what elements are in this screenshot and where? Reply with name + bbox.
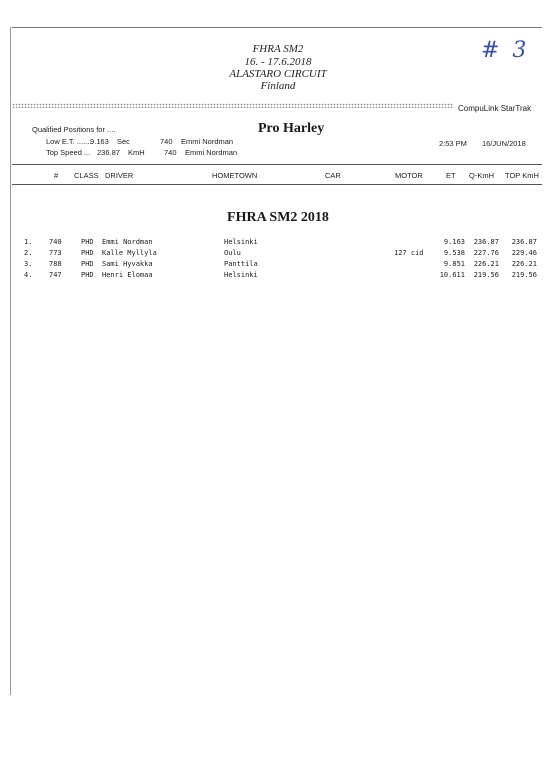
page-left-margin-line — [10, 27, 11, 695]
race-title: FHRA SM2 2018 — [227, 210, 329, 225]
result-driver: Sami Hyvakka — [102, 260, 153, 268]
result-hometown: Panttila — [224, 260, 258, 268]
result-row — [0, 270, 556, 281]
result-top-kmh: 226.21 — [511, 260, 537, 268]
result-class: PHD — [81, 238, 94, 246]
col-class: CLASS — [74, 171, 99, 180]
top-speed-value: 236.87 — [97, 148, 120, 157]
result-number: 740 — [49, 238, 62, 246]
result-hometown: Helsinki — [224, 238, 258, 246]
event-country: Finland — [260, 80, 296, 92]
result-row — [0, 237, 556, 248]
result-number: 788 — [49, 260, 62, 268]
top-speed-label: Top Speed ... — [46, 148, 91, 157]
page-top-rule — [12, 27, 542, 28]
event-circuit: ALASTARO CIRCUIT — [229, 68, 327, 80]
result-et: 9.538 — [443, 249, 465, 257]
low-et-value: 9.163 — [90, 137, 109, 146]
timing-system-label: CompuLink StarTrak — [458, 104, 532, 113]
col-et: ET — [446, 171, 456, 180]
dotted-separator — [12, 103, 454, 108]
result-driver: Kalle Myllyla — [102, 249, 157, 257]
result-position: 4. — [24, 271, 33, 279]
result-hometown: Oulu — [224, 249, 241, 257]
result-driver: Emmi Nordman — [102, 238, 153, 246]
result-row — [0, 248, 556, 259]
handwritten-page-mark: # 3 — [481, 38, 530, 63]
result-q-kmh: 236.87 — [473, 238, 499, 246]
result-et: 10.611 — [439, 271, 465, 279]
col-motor: MOTOR — [395, 171, 423, 180]
results-list — [0, 237, 556, 283]
col-q-kmh: Q-KmH — [469, 171, 494, 180]
col-top-kmh: TOP KmH — [505, 171, 539, 180]
result-driver: Henri Elomaa — [102, 271, 153, 279]
result-row — [0, 259, 556, 270]
top-speed-driver: Emmi Nordman — [185, 148, 238, 157]
header-rule-top — [12, 164, 542, 165]
result-class: PHD — [81, 271, 94, 279]
col-car: CAR — [325, 171, 341, 180]
result-q-kmh: 227.76 — [473, 249, 499, 257]
result-top-kmh: 229.46 — [511, 249, 537, 257]
col-hometown: HOMETOWN — [212, 171, 258, 180]
result-number: 773 — [49, 249, 62, 257]
result-top-kmh: 219.56 — [511, 271, 537, 279]
col-number: # — [54, 171, 59, 180]
result-class: PHD — [81, 249, 94, 257]
col-driver: DRIVER — [105, 171, 134, 180]
qualified-heading: Qualified Positions for .... — [32, 125, 116, 134]
result-number: 747 — [49, 271, 62, 279]
result-q-kmh: 219.56 — [473, 271, 499, 279]
report-date: 16/JUN/2018 — [482, 139, 526, 148]
event-dates: 16. - 17.6.2018 — [244, 56, 312, 68]
result-hometown: Helsinki — [224, 271, 258, 279]
result-et: 9.851 — [443, 260, 465, 268]
low-et-unit: Sec — [117, 137, 130, 146]
result-position: 2. — [24, 249, 33, 257]
report-time: 2:53 PM — [439, 139, 467, 148]
top-speed-number: 740 — [164, 148, 177, 157]
low-et-number: 740 — [160, 137, 173, 146]
class-name: Pro Harley — [258, 121, 325, 136]
result-top-kmh: 236.87 — [511, 238, 537, 246]
result-position: 3. — [24, 260, 33, 268]
event-title: FHRA SM2 — [252, 43, 304, 55]
low-et-label: Low E.T. ....... — [46, 137, 92, 146]
result-q-kmh: 226.21 — [473, 260, 499, 268]
top-speed-unit: KmH — [128, 148, 145, 157]
result-class: PHD — [81, 260, 94, 268]
header-rule-bottom — [12, 184, 542, 185]
result-motor: 127 cid — [394, 249, 424, 257]
result-et: 9.163 — [443, 238, 465, 246]
low-et-driver: Emmi Nordman — [181, 137, 234, 146]
result-position: 1. — [24, 238, 33, 246]
